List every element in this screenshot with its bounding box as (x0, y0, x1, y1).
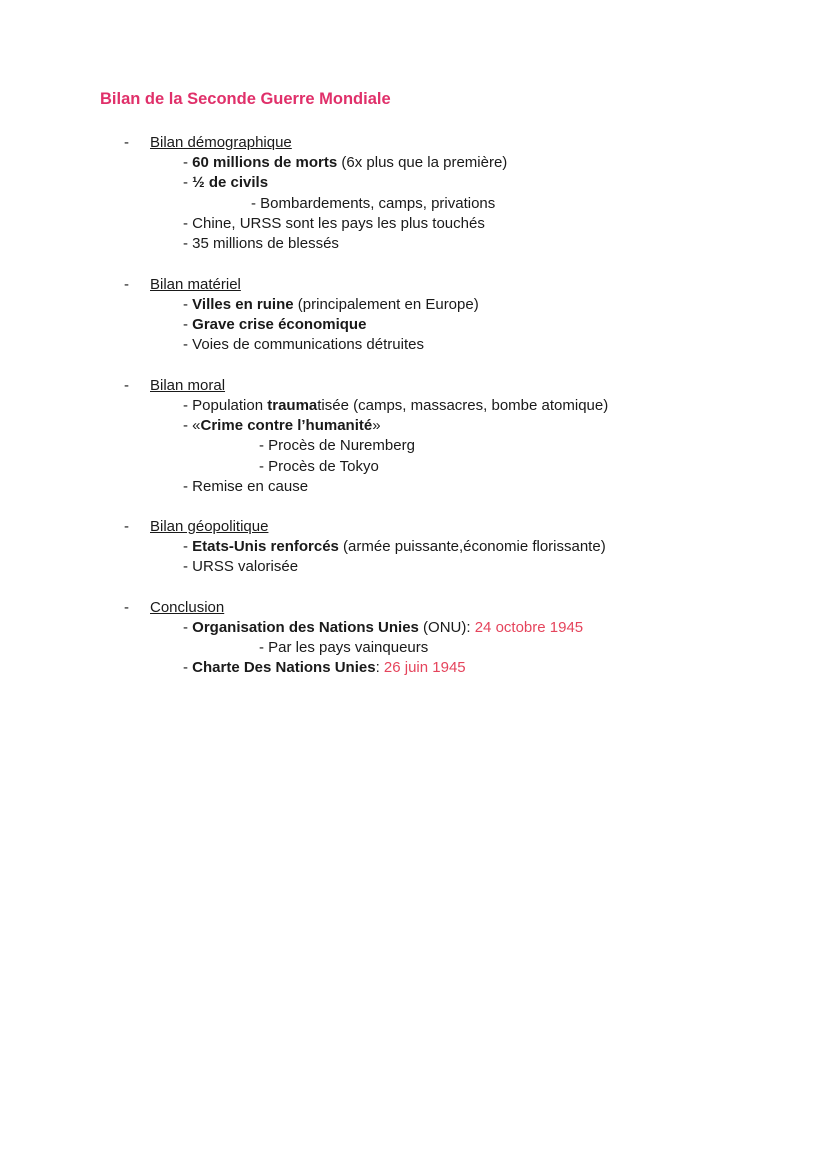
list-item: - 35 millions de blessés (183, 235, 339, 252)
list-item: - Population traumatisée (camps, massacres, bombe atomique) (183, 397, 609, 414)
section-heading-geopolitique: Bilan géopolitique (150, 518, 269, 535)
section-heading-materiel: Bilan matériel (150, 276, 241, 293)
section-heading-conclusion: Conclusion (150, 599, 225, 616)
bullet-dash: - (124, 276, 129, 293)
page-title: Bilan de la Seconde Guerre Mondiale (100, 90, 391, 108)
list-item: - Chine, URSS sont les pays les plus touchés (183, 215, 485, 232)
list-item: - Par les pays vainqueurs (259, 639, 429, 656)
list-item: - Villes en ruine (principalement en Europe) (183, 296, 479, 313)
list-item: - «Crime contre l’humanité» (183, 417, 381, 434)
list-item: - Charte Des Nations Unies: 26 juin 1945 (183, 659, 466, 676)
list-item: - Bombardements, camps, privations (251, 195, 496, 212)
date-text: 24 octobre 1945 (474, 619, 584, 636)
bullet-dash: - (124, 134, 129, 151)
date-text: 26 juin 1945 (383, 659, 466, 676)
list-item: - Procès de Nuremberg (259, 437, 415, 454)
bullet-dash: - (124, 377, 129, 394)
list-item: - Procès de Tokyo (259, 458, 379, 475)
list-item: - Voies de communications détruites (183, 336, 424, 353)
list-item: - 60 millions de morts (6x plus que la première) (183, 154, 508, 171)
list-item: - Organisation des Nations Unies (ONU): 24 octobre 1945 (183, 619, 584, 636)
list-item: - Grave crise économique (183, 316, 367, 333)
list-item: - URSS valorisée (183, 558, 299, 575)
list-item: - Etats-Unis renforcés (armée puissante,économie florissante) (183, 538, 606, 555)
section-heading-demographique: Bilan démographique (150, 134, 292, 151)
bullet-dash: - (124, 518, 129, 535)
section-heading-moral: Bilan moral (150, 377, 226, 394)
bullet-dash: - (124, 599, 129, 616)
list-item: - Remise en cause (183, 478, 309, 495)
list-item: - ½ de civils (183, 174, 269, 191)
